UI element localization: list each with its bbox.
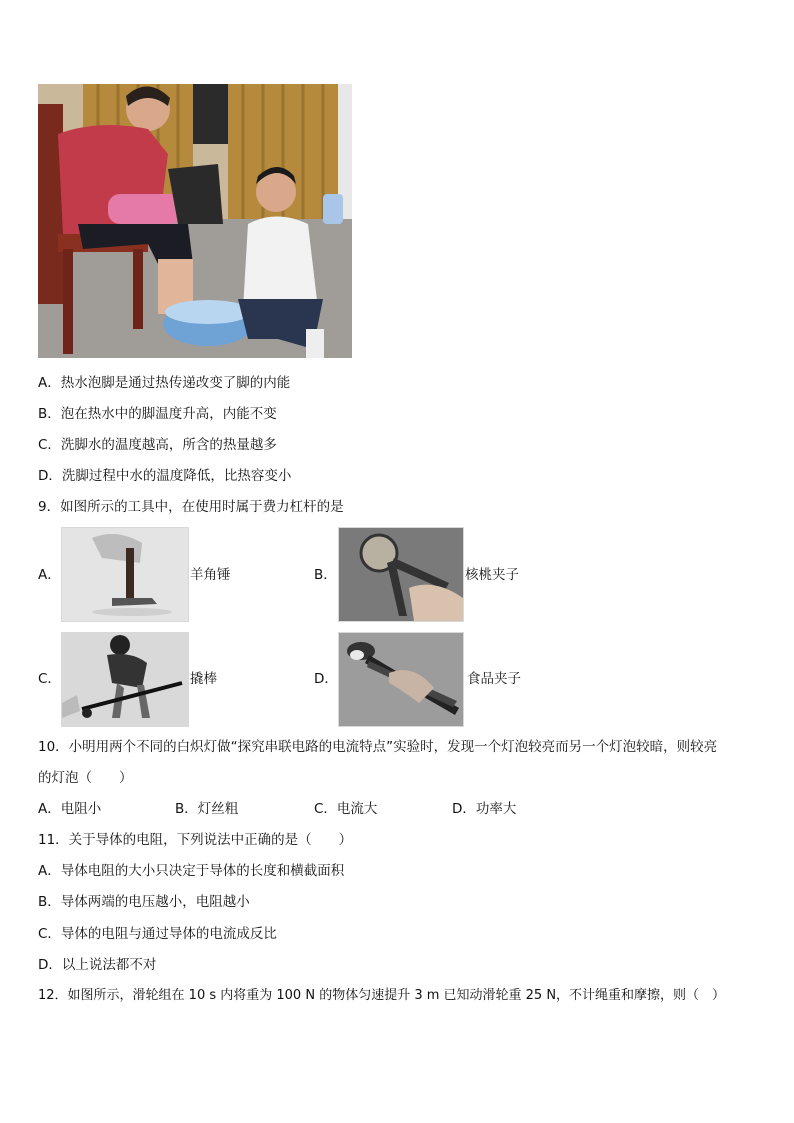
food-tongs-image bbox=[338, 632, 464, 727]
crowbar-illustration bbox=[62, 633, 188, 726]
q10-option-c: C．电流大 bbox=[314, 801, 378, 817]
q11-stem: 11．关于导体的电阻，下列说法中正确的是（ ） bbox=[38, 832, 353, 848]
q11-option-c: C．导体的电阻与通过导体的电流成反比 bbox=[38, 926, 277, 942]
q9-stem: 9．如图所示的工具中，在使用时属于费力杠杆的是 bbox=[38, 499, 344, 515]
q10-option-d: D．功率大 bbox=[452, 801, 517, 817]
q8-option-a: A．热水泡脚是通过热传递改变了脚的内能 bbox=[38, 375, 291, 391]
q11-option-b: B．导体两端的电压越小，电阻越小 bbox=[38, 894, 250, 910]
q10-stem-line2: 的灯泡（ ） bbox=[38, 770, 133, 786]
q8-option-b: B．泡在热水中的脚温度升高，内能不变 bbox=[38, 406, 277, 422]
foot-bath-illustration bbox=[38, 84, 352, 358]
q9-option-b-label: 核桃夹子 bbox=[465, 567, 519, 583]
q11-option-a: A．导体电阻的大小只决定于导体的长度和横截面积 bbox=[38, 863, 345, 879]
walnut-cracker-image bbox=[338, 527, 464, 622]
claw-hammer-image bbox=[61, 527, 189, 622]
q9-option-d-label: 食品夹子 bbox=[467, 671, 521, 687]
q10-stem-line1: 10．小明用两个不同的白炽灯做“探究串联电路的电流特点”实验时，发现一个灯泡较亮而另一个灯泡较暗，则较亮 bbox=[38, 739, 718, 755]
q9-option-a-label: 羊角锤 bbox=[190, 567, 231, 583]
walnut-cracker-illustration bbox=[339, 528, 463, 621]
claw-hammer-illustration bbox=[62, 528, 188, 621]
foot-bath-photo bbox=[38, 84, 352, 358]
q9-option-b-letter: B． bbox=[314, 567, 337, 583]
q10-option-b: B．灯丝粗 bbox=[175, 801, 239, 817]
q10-option-a: A．电阻小 bbox=[38, 801, 102, 817]
q9-option-d-letter: D． bbox=[314, 671, 338, 687]
q8-option-d: D．洗脚过程中水的温度降低，比热容变小 bbox=[38, 468, 292, 484]
food-tongs-illustration bbox=[339, 633, 463, 726]
q11-option-d: D．以上说法都不对 bbox=[38, 957, 157, 973]
q12-stem: 12．如图所示，滑轮组在 10 s 内将重为 100 N 的物体匀速提升 3 m 已知动滑轮重 25 N，不计绳重和摩擦，则（ ） bbox=[38, 988, 726, 1003]
q8-option-c: C．洗脚水的温度越高，所含的热量越多 bbox=[38, 437, 277, 453]
q9-option-c-letter: C． bbox=[38, 671, 61, 687]
q9-option-a-letter: A． bbox=[38, 567, 61, 583]
crowbar-image bbox=[61, 632, 189, 727]
q9-option-c-label: 撬棒 bbox=[190, 671, 217, 687]
